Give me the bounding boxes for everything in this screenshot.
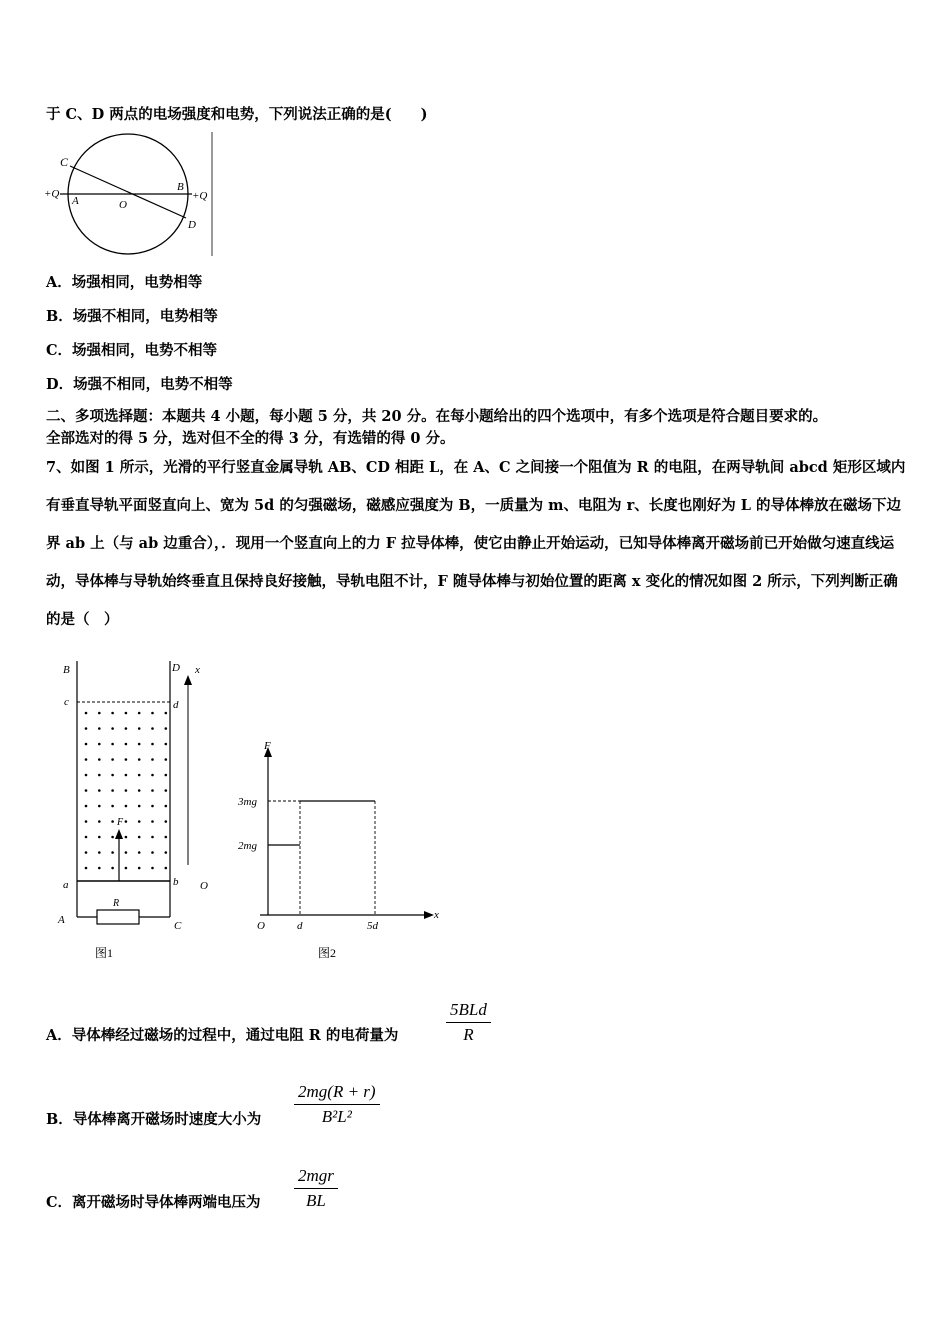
- field-dot: [138, 774, 141, 777]
- q7-option-c-fraction: [294, 1166, 338, 1211]
- fraction-numerator: 5BLd: [446, 1000, 491, 1023]
- figure2-caption: 图2: [318, 946, 337, 960]
- field-dot: [111, 758, 114, 761]
- field-dot: [138, 743, 141, 746]
- q7-stem: 7、如图 1 所示，光滑的平行竖直金属导轨 AB、CD 相距 L，在 A、C 之间接一个阻值为 R 的电阻，在两导轨间 abcd 矩形区域内有垂直导轨平面竖直向上、宽为 5d 的匀强磁场，磁感应强度为 B，一质量为 m、电阻为 r、长度也刚好为 L 的导体棒放在磁场下边界 ab 上（与 ab 边重合），．现用一个竖直向上的力 F 拉导体棒，使它由静止开始运动，已知导体棒离开磁场前已开始做匀速直线运动，导体棒与导轨始终垂直且保持良好接触，导轨电阻不计，F 随导体棒与初始位置的距离 x 变化的情况如图 2 所示，下列判断正确的是（ ）: [46, 459, 906, 628]
- field-dot: [111, 820, 114, 823]
- q7-figure1-rails: [55, 655, 215, 965]
- label-d: D: [188, 219, 196, 231]
- label-c: C: [60, 155, 69, 169]
- field-dot: [138, 727, 141, 730]
- label-b-lower: b: [173, 876, 179, 888]
- x-axis-label: x: [434, 909, 439, 921]
- q6-option-b: B．场强不相同，电势相等: [46, 308, 218, 325]
- field-dot: [151, 712, 154, 715]
- label-d-lower: d: [173, 699, 179, 711]
- field-dot: [165, 836, 168, 839]
- field-dot: [85, 743, 88, 746]
- q7-option-b-fraction: [294, 1082, 380, 1127]
- field-dot: [85, 867, 88, 870]
- label-left-charge: +Q: [44, 188, 60, 200]
- field-dot: [165, 789, 168, 792]
- field-dot: [138, 820, 141, 823]
- field-dot: [111, 867, 114, 870]
- field-dot: [125, 836, 128, 839]
- field-dot: [125, 743, 128, 746]
- field-dot: [138, 867, 141, 870]
- field-dot: [165, 727, 168, 730]
- label-resistor: R: [113, 898, 120, 909]
- field-dot: [125, 820, 128, 823]
- field-dot: [111, 727, 114, 730]
- field-dot: [98, 805, 101, 808]
- q7-option-a-fraction: [446, 1000, 491, 1045]
- field-dot: [111, 789, 114, 792]
- f-axis-label: F: [264, 740, 271, 752]
- field-dot: [151, 789, 154, 792]
- q7-figure2-fx-graph: [230, 735, 450, 965]
- field-dot: [165, 774, 168, 777]
- tick-2mg: 2mg: [238, 840, 257, 852]
- field-dot: [151, 727, 154, 730]
- fraction-numerator: 2mg(R + r): [294, 1082, 380, 1105]
- field-dot: [85, 727, 88, 730]
- field-dot: [125, 867, 128, 870]
- chord-cd: [70, 166, 186, 218]
- label-right-charge: +Q: [192, 190, 208, 202]
- field-dot: [125, 851, 128, 854]
- field-dot: [98, 836, 101, 839]
- label-c-lower: c: [64, 696, 69, 708]
- q6-option-a: A．场强相同，电势相等: [46, 274, 203, 291]
- field-dot: [165, 820, 168, 823]
- field-dot: [151, 867, 154, 870]
- fraction-denominator: BL: [306, 1191, 326, 1210]
- field-dot: [138, 712, 141, 715]
- field-dot: [111, 774, 114, 777]
- field-dot: [85, 820, 88, 823]
- field-dot: [151, 820, 154, 823]
- x-axis-arrowhead: [184, 675, 192, 685]
- label-a-lower: a: [63, 879, 69, 891]
- figure1-caption: 图1: [95, 946, 114, 960]
- q6-circle-figure: [40, 128, 220, 260]
- field-dot: [85, 789, 88, 792]
- label-b: B: [63, 664, 70, 676]
- q6-option-c: C．场强相同，电势不相等: [46, 342, 218, 359]
- field-dot: [98, 820, 101, 823]
- field-dot: [125, 805, 128, 808]
- field-dot: [165, 851, 168, 854]
- label-b: B: [177, 181, 184, 193]
- field-dot: [165, 712, 168, 715]
- field-dot: [98, 851, 101, 854]
- field-dot: [138, 836, 141, 839]
- field-dot: [111, 712, 114, 715]
- label-o: O: [119, 199, 127, 211]
- field-dot: [151, 774, 154, 777]
- fraction-numerator: 2mgr: [294, 1166, 338, 1189]
- field-dot: [165, 805, 168, 808]
- label-force: F: [117, 817, 124, 828]
- field-dot: [85, 851, 88, 854]
- origin-label: O: [257, 920, 265, 932]
- field-dot: [98, 743, 101, 746]
- q7-option-a: A．导体棒经过磁场的过程中，通过电阻 R 的电荷量为: [46, 1027, 399, 1044]
- section2-heading: [46, 406, 916, 450]
- field-dot: [151, 851, 154, 854]
- field-dot: [98, 758, 101, 761]
- fraction-denominator: B²L²: [321, 1107, 352, 1126]
- field-dot: [85, 758, 88, 761]
- field-dot: [111, 836, 114, 839]
- field-dot: [138, 789, 141, 792]
- field-dot: [125, 774, 128, 777]
- tick-d: d: [297, 920, 303, 932]
- field-dot: [98, 789, 101, 792]
- field-dot: [125, 789, 128, 792]
- field-dot: [98, 712, 101, 715]
- label-d: D: [172, 662, 180, 674]
- label-origin: O: [200, 880, 208, 892]
- tick-5d: 5d: [367, 920, 378, 932]
- field-dot: [85, 774, 88, 777]
- field-dot: [151, 743, 154, 746]
- field-dot: [165, 758, 168, 761]
- field-dot: [138, 805, 141, 808]
- field-dot: [98, 774, 101, 777]
- q7-option-c: C．离开磁场时导体棒两端电压为: [46, 1194, 261, 1211]
- x-axis-arrowhead: [424, 911, 434, 919]
- label-c-upper: C: [174, 920, 182, 932]
- label-x: x: [195, 664, 200, 676]
- q6-stem: 于 C、D 两点的电场强度和电势，下列说法正确的是( ): [46, 106, 428, 123]
- field-dot: [111, 805, 114, 808]
- field-dot: [98, 867, 101, 870]
- fraction-denominator: R: [463, 1025, 474, 1044]
- label-a-upper: A: [58, 914, 65, 926]
- tick-3mg: 3mg: [238, 796, 257, 808]
- resistor-r: [97, 910, 139, 924]
- field-dot: [138, 851, 141, 854]
- section2-heading-line2: 全部选对的得 5 分，选对但不全的得 3 分，有选错的得 0 分。: [46, 430, 455, 447]
- section2-heading-line1: 二、多项选择题：本题共 4 小题，每小题 5 分，共 20 分。在每小题给出的四个选项中，有多个选项是符合题目要求的。: [46, 408, 828, 425]
- field-dots: [85, 712, 167, 870]
- label-a: A: [72, 195, 79, 207]
- field-dot: [165, 867, 168, 870]
- field-dot: [125, 727, 128, 730]
- field-dot: [138, 758, 141, 761]
- q7-option-b: B．导体棒离开磁场时速度大小为: [46, 1111, 262, 1128]
- field-dot: [111, 743, 114, 746]
- field-dot: [125, 758, 128, 761]
- field-dot: [111, 851, 114, 854]
- field-dot: [165, 743, 168, 746]
- force-arrowhead: [115, 829, 123, 839]
- field-dot: [85, 712, 88, 715]
- field-dot: [151, 805, 154, 808]
- field-dot: [151, 836, 154, 839]
- field-dot: [98, 727, 101, 730]
- field-dot: [125, 712, 128, 715]
- field-dot: [151, 758, 154, 761]
- field-dot: [85, 805, 88, 808]
- magnetic-field-region: [79, 703, 169, 879]
- field-dot: [85, 836, 88, 839]
- q6-option-d: D．场强不相同，电势不相等: [46, 376, 233, 393]
